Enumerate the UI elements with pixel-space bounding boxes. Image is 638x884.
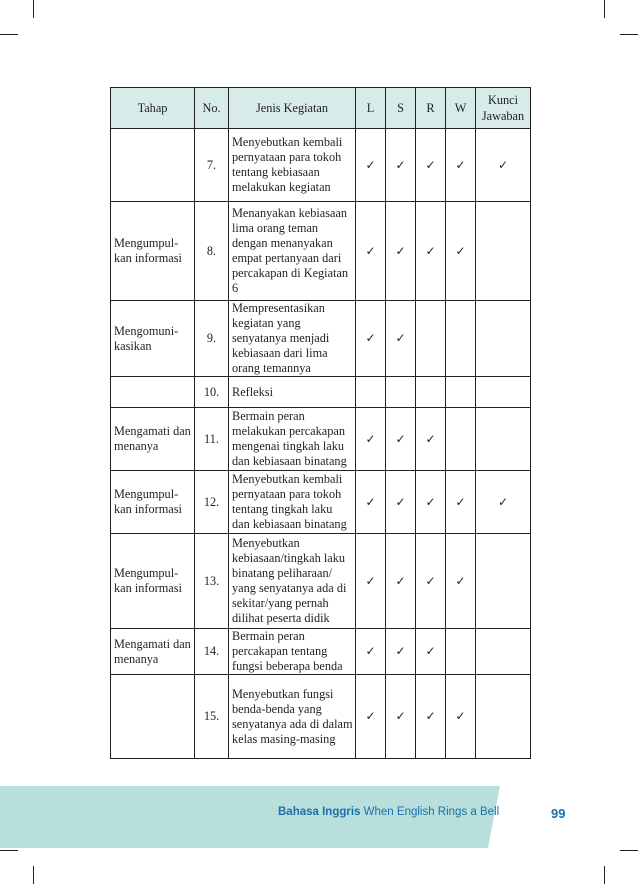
checkmark-icon: ✓	[395, 644, 406, 658]
check-kunci-cell	[476, 301, 531, 377]
check-kunci-cell	[476, 471, 531, 534]
table-row	[111, 408, 531, 471]
tahap-cell: Mengamati dan menanya	[111, 408, 195, 471]
header-no: No.	[195, 88, 229, 129]
check-l-cell	[356, 202, 386, 301]
check-s-cell	[386, 629, 416, 675]
check-w-cell	[446, 202, 476, 301]
check-r-cell	[416, 408, 446, 471]
checkmark-icon: ✓	[455, 573, 466, 588]
checkmark-icon: ✓	[395, 494, 406, 509]
book-subtitle: When English Rings a Bell	[363, 806, 500, 818]
check-r-cell	[416, 629, 446, 675]
activity-cell: Menyebutkan fungsi benda-benda yang senyatanya ada di dalam kelas masing-masing	[229, 675, 356, 759]
checkmark-icon: ✓	[365, 431, 376, 446]
tahap-cell: Mengamati dan menanya	[111, 629, 195, 675]
check-l-cell	[356, 408, 386, 471]
header-s: S	[386, 88, 416, 129]
checkmark-icon: ✓	[425, 494, 436, 509]
header-tahap: Tahap	[111, 88, 195, 129]
number-cell: 7.	[195, 129, 229, 202]
check-s-cell	[386, 202, 416, 301]
number-cell: 12.	[195, 471, 229, 534]
check-r-cell	[416, 202, 446, 301]
crop-mark	[620, 34, 638, 35]
check-s-cell	[386, 377, 416, 408]
table-row	[111, 129, 531, 202]
page-number: 99	[551, 806, 566, 821]
number-cell: 15.	[195, 675, 229, 759]
number-cell: 9.	[195, 301, 229, 377]
checkmark-icon: ✓	[365, 331, 376, 345]
activity-cell: Menyebutkan kembali pernyataan para tokoh tentang kebiasaan melakukan kegiatan	[229, 129, 356, 202]
crop-mark	[0, 850, 18, 851]
activity-cell: Bermain peran percakapan tentang fungsi beberapa benda	[229, 629, 356, 675]
checkmark-icon: ✓	[395, 157, 406, 172]
crop-mark	[0, 34, 18, 35]
check-kunci-cell	[476, 129, 531, 202]
table-header-row	[111, 88, 531, 129]
check-kunci-cell	[476, 202, 531, 301]
table-row	[111, 471, 531, 534]
check-r-cell	[416, 377, 446, 408]
check-kunci-cell	[476, 408, 531, 471]
number-cell: 8.	[195, 202, 229, 301]
activity-cell: Menanyakan kebiasaan lima orang teman dengan menanyakan empat pertanyaan dari percakapan di Kegiatan 6	[229, 202, 356, 301]
activity-cell: Menyebutkan kebiasaan/tingkah laku binatang peliharaan/ yang senyatanya ada di sekitar/yang pernah dilihat peserta didik	[229, 534, 356, 629]
crop-mark	[33, 0, 34, 18]
crop-mark	[604, 866, 605, 884]
tahap-cell	[111, 377, 195, 408]
number-cell: 13.	[195, 534, 229, 629]
tahap-cell: Mengumpul-kan informasi	[111, 202, 195, 301]
check-w-cell	[446, 129, 476, 202]
checkmark-icon: ✓	[425, 573, 436, 588]
check-w-cell	[446, 301, 476, 377]
checkmark-icon: ✓	[455, 494, 466, 509]
crop-mark	[620, 850, 638, 851]
checkmark-icon: ✓	[395, 243, 406, 258]
checkmark-icon: ✓	[497, 157, 509, 172]
checkmark-icon: ✓	[425, 709, 436, 723]
check-l-cell	[356, 377, 386, 408]
check-kunci-cell	[476, 377, 531, 408]
check-s-cell	[386, 471, 416, 534]
tahap-cell: Mengumpul-kan informasi	[111, 471, 195, 534]
table-row	[111, 202, 531, 301]
table-row	[111, 629, 531, 675]
tahap-cell	[111, 129, 195, 202]
check-l-cell	[356, 301, 386, 377]
checkmark-icon: ✓	[365, 157, 376, 172]
check-l-cell	[356, 675, 386, 759]
check-w-cell	[446, 377, 476, 408]
check-w-cell	[446, 534, 476, 629]
checkmark-icon: ✓	[365, 573, 376, 588]
check-r-cell	[416, 129, 446, 202]
checkmark-icon: ✓	[365, 243, 376, 258]
checkmark-icon: ✓	[425, 431, 436, 446]
table-row	[111, 675, 531, 759]
checkmark-icon: ✓	[365, 494, 376, 509]
header-kunci: Kunci Jawaban	[476, 88, 531, 129]
check-s-cell	[386, 129, 416, 202]
checkmark-icon: ✓	[455, 243, 466, 258]
table-row	[111, 377, 531, 408]
table-row	[111, 534, 531, 629]
checkmark-icon: ✓	[365, 644, 376, 658]
check-l-cell	[356, 471, 386, 534]
checkmark-icon: ✓	[395, 331, 406, 345]
check-s-cell	[386, 301, 416, 377]
activity-cell: Refleksi	[229, 377, 356, 408]
check-l-cell	[356, 534, 386, 629]
crop-mark	[33, 866, 34, 884]
number-cell: 14.	[195, 629, 229, 675]
check-w-cell	[446, 675, 476, 759]
check-r-cell	[416, 534, 446, 629]
check-r-cell	[416, 675, 446, 759]
check-kunci-cell	[476, 675, 531, 759]
table-row	[111, 301, 531, 377]
activity-cell: Menyebutkan kembali pernyataan para tokoh tentang tingkah laku dan kebiasaan binatang	[229, 471, 356, 534]
check-w-cell	[446, 408, 476, 471]
check-r-cell	[416, 471, 446, 534]
check-r-cell	[416, 301, 446, 377]
checkmark-icon: ✓	[395, 431, 406, 446]
book-title: Bahasa Inggris	[278, 806, 361, 818]
tahap-cell: Mengumpul-kan informasi	[111, 534, 195, 629]
check-kunci-cell	[476, 534, 531, 629]
number-cell: 11.	[195, 408, 229, 471]
header-r: R	[416, 88, 446, 129]
checkmark-icon: ✓	[425, 644, 436, 658]
activity-cell: Bermain peran melakukan percakapan mengenai tingkah laku dan kebiasaan binatang	[229, 408, 356, 471]
checkmark-icon: ✓	[395, 573, 406, 588]
check-w-cell	[446, 471, 476, 534]
checkmark-icon: ✓	[425, 157, 436, 172]
footer-title	[278, 806, 499, 818]
checkmark-icon: ✓	[395, 709, 406, 723]
activity-cell: Mempresentasikan kegiatan yang senyatanya menjadi kebiasaan dari lima orang temannya	[229, 301, 356, 377]
check-w-cell	[446, 629, 476, 675]
crop-mark	[604, 0, 605, 18]
header-w: W	[446, 88, 476, 129]
checkmark-icon: ✓	[365, 709, 376, 723]
activity-table	[110, 87, 531, 759]
checkmark-icon: ✓	[425, 243, 436, 258]
check-s-cell	[386, 408, 416, 471]
header-l: L	[356, 88, 386, 129]
checkmark-icon: ✓	[455, 709, 466, 723]
check-l-cell	[356, 129, 386, 202]
number-cell: 10.	[195, 377, 229, 408]
checkmark-icon: ✓	[455, 157, 466, 172]
check-s-cell	[386, 675, 416, 759]
header-jenis: Jenis Kegiatan	[229, 88, 356, 129]
tahap-cell	[111, 675, 195, 759]
tahap-cell: Mengomuni-kasikan	[111, 301, 195, 377]
check-l-cell	[356, 629, 386, 675]
checkmark-icon: ✓	[497, 494, 509, 509]
check-kunci-cell	[476, 629, 531, 675]
check-s-cell	[386, 534, 416, 629]
